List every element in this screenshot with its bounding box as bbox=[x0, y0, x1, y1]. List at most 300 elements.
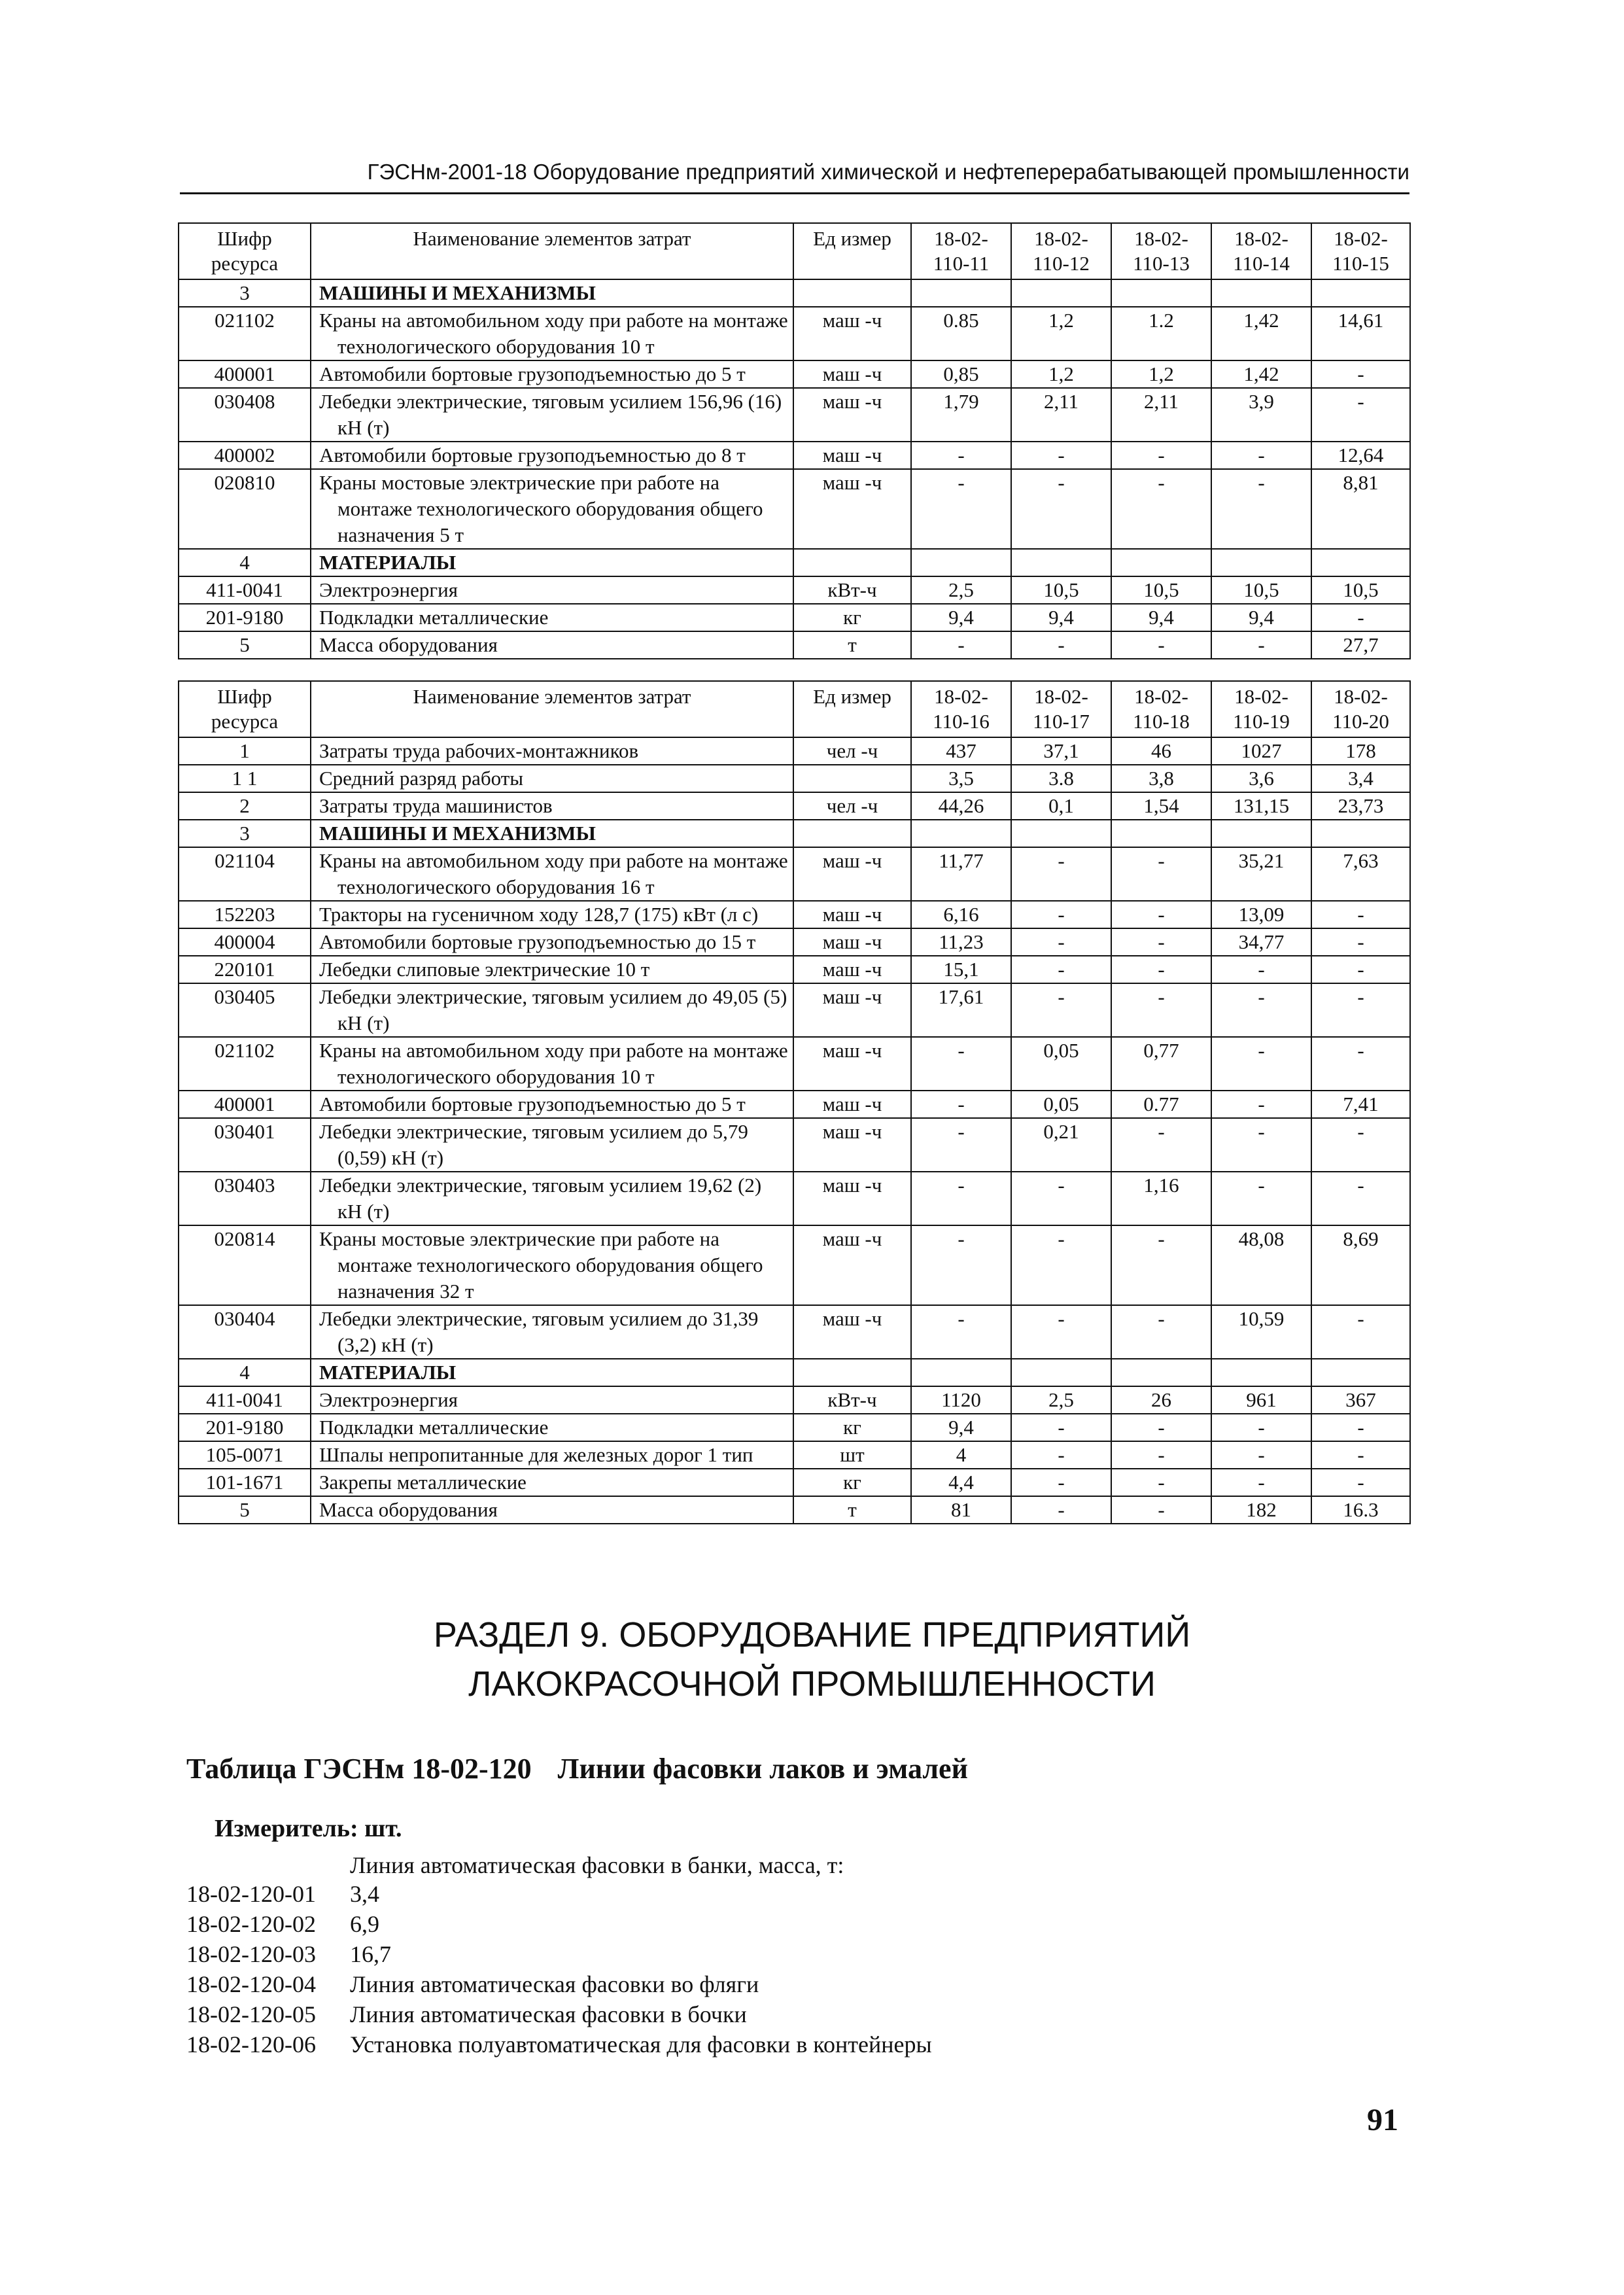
value-cell-5: - bbox=[1311, 928, 1410, 956]
unit-cell: кг bbox=[793, 604, 911, 631]
value-cell-2: 2,5 bbox=[1011, 1386, 1111, 1414]
header-name: Наименование элементов затрат bbox=[311, 223, 793, 279]
value-cell-1: - bbox=[911, 1037, 1011, 1091]
value-cell-4: 131,15 bbox=[1211, 792, 1311, 820]
item-code: 18-02-120-05 bbox=[186, 2001, 316, 2027]
cost-element-name-cell: Масса оборудования bbox=[311, 1496, 793, 1524]
item-code: 18-02-120-01 bbox=[186, 1881, 316, 1907]
table-row bbox=[179, 1305, 1410, 1359]
value-cell-1: - bbox=[911, 1091, 1011, 1118]
value-cell-2: 1,2 bbox=[1011, 360, 1111, 388]
cost-element-name-cell: Электроэнергия bbox=[311, 1386, 793, 1414]
value-cell-4: 10,59 bbox=[1211, 1305, 1311, 1359]
value-cell-2 bbox=[1011, 820, 1111, 847]
table-row bbox=[179, 631, 1410, 659]
unit-cell: маш -ч bbox=[793, 983, 911, 1037]
cost-element-name-cell: Автомобили бортовые грузоподъемностью до 8 т bbox=[311, 442, 793, 469]
table-row bbox=[179, 1172, 1410, 1225]
value-cell-5 bbox=[1311, 549, 1410, 576]
resource-code-cell: 4 bbox=[179, 549, 311, 576]
value-cell-4 bbox=[1211, 279, 1311, 307]
value-cell-5: - bbox=[1311, 388, 1410, 442]
value-cell-2: - bbox=[1011, 1305, 1111, 1359]
value-cell-3: - bbox=[1111, 901, 1211, 928]
value-cell-2: - bbox=[1011, 631, 1111, 659]
table-section-row bbox=[179, 279, 1410, 307]
value-cell-4: - bbox=[1211, 442, 1311, 469]
resource-code-cell: 220101 bbox=[179, 956, 311, 983]
value-cell-3: - bbox=[1111, 1414, 1211, 1441]
value-cell-2 bbox=[1011, 1359, 1111, 1386]
value-cell-5: - bbox=[1311, 604, 1410, 631]
value-cell-1: 1,79 bbox=[911, 388, 1011, 442]
value-cell-1: - bbox=[911, 1225, 1011, 1305]
value-cell-5: - bbox=[1311, 1414, 1410, 1441]
table-section-row bbox=[179, 820, 1410, 847]
unit-cell: чел -ч bbox=[793, 737, 911, 765]
value-cell-3: - bbox=[1111, 1496, 1211, 1524]
value-cell-1: 2,5 bbox=[911, 576, 1011, 604]
header-col-1: 18-02- 110-11 bbox=[911, 223, 1011, 279]
value-cell-1: 11,77 bbox=[911, 847, 1011, 901]
table-caption-number: Таблица ГЭСНм 18-02-120 bbox=[186, 1753, 532, 1785]
value-cell-2: - bbox=[1011, 901, 1111, 928]
unit-cell: маш -ч bbox=[793, 928, 911, 956]
unit-cell: кг bbox=[793, 1414, 911, 1441]
value-cell-4: 48,08 bbox=[1211, 1225, 1311, 1305]
value-cell-5: - bbox=[1311, 1441, 1410, 1469]
value-cell-3: 26 bbox=[1111, 1386, 1211, 1414]
value-cell-2: 0,21 bbox=[1011, 1118, 1111, 1172]
unit-cell: кг bbox=[793, 1469, 911, 1496]
table-caption-title: Линии фасовки лаков и эмалей bbox=[557, 1753, 968, 1785]
value-cell-2: - bbox=[1011, 442, 1111, 469]
unit-cell bbox=[793, 1359, 911, 1386]
cost-element-name-cell: Лебедки электрические, тяговым усилием до 5,79 (0,59) кН (т) bbox=[311, 1118, 793, 1172]
value-cell-3: 1,16 bbox=[1111, 1172, 1211, 1225]
unit-cell: кВт-ч bbox=[793, 576, 911, 604]
cost-element-name-cell: Автомобили бортовые грузоподъемностью до 15 т bbox=[311, 928, 793, 956]
resource-code-cell: 201-9180 bbox=[179, 604, 311, 631]
cost-element-name-cell: Лебедки электрические, тяговым усилием 19,62 (2) кН (т) bbox=[311, 1172, 793, 1225]
value-cell-2: 10,5 bbox=[1011, 576, 1111, 604]
table-row bbox=[179, 792, 1410, 820]
table-row bbox=[179, 1441, 1410, 1469]
resource-code-cell: 4 bbox=[179, 1359, 311, 1386]
value-cell-2: - bbox=[1011, 928, 1111, 956]
unit-cell: маш -ч bbox=[793, 1118, 911, 1172]
value-cell-2: - bbox=[1011, 1441, 1111, 1469]
value-cell-3: - bbox=[1111, 469, 1211, 549]
value-cell-5: 8,81 bbox=[1311, 469, 1410, 549]
table-row bbox=[179, 576, 1410, 604]
value-cell-1: - bbox=[911, 469, 1011, 549]
value-cell-3: 1,54 bbox=[1111, 792, 1211, 820]
list-item bbox=[186, 1999, 932, 2029]
value-cell-5: 178 bbox=[1311, 737, 1410, 765]
table-section-row bbox=[179, 1359, 1410, 1386]
value-cell-3: 10,5 bbox=[1111, 576, 1211, 604]
value-cell-4: 1,42 bbox=[1211, 360, 1311, 388]
value-cell-1: 3,5 bbox=[911, 765, 1011, 792]
value-cell-4: 35,21 bbox=[1211, 847, 1311, 901]
table-row bbox=[179, 1091, 1410, 1118]
unit-cell: маш -ч bbox=[793, 469, 911, 549]
value-cell-1 bbox=[911, 279, 1011, 307]
value-cell-5: - bbox=[1311, 983, 1410, 1037]
value-cell-2: 1,2 bbox=[1011, 307, 1111, 360]
header-code: Шифр ресурса bbox=[179, 681, 311, 737]
value-cell-2: 2,11 bbox=[1011, 388, 1111, 442]
value-cell-4: 3,9 bbox=[1211, 388, 1311, 442]
cost-element-name-cell: Лебедки электрические, тяговым усилием до 31,39 (3,2) кН (т) bbox=[311, 1305, 793, 1359]
value-cell-3 bbox=[1111, 1359, 1211, 1386]
header-col-4: 18-02- 110-14 bbox=[1211, 223, 1311, 279]
measurement-unit: Измеритель: шт. bbox=[215, 1815, 402, 1842]
cost-element-name-cell: Закрепы металлические bbox=[311, 1469, 793, 1496]
value-cell-3: 1.2 bbox=[1111, 307, 1211, 360]
table-section-row bbox=[179, 549, 1410, 576]
value-cell-5: 10,5 bbox=[1311, 576, 1410, 604]
value-cell-5: - bbox=[1311, 1305, 1410, 1359]
value-cell-3: - bbox=[1111, 631, 1211, 659]
cost-element-name-cell: Электроэнергия bbox=[311, 576, 793, 604]
header-rule bbox=[180, 192, 1409, 194]
value-cell-5: - bbox=[1311, 1037, 1410, 1091]
unit-cell bbox=[793, 549, 911, 576]
table-row bbox=[179, 1225, 1410, 1305]
table-row bbox=[179, 442, 1410, 469]
cost-element-name-cell: Краны на автомобильном ходу при работе на монтаже технологического оборудования 16 т bbox=[311, 847, 793, 901]
resource-code-cell: 101-1671 bbox=[179, 1469, 311, 1496]
value-cell-5: 367 bbox=[1311, 1386, 1410, 1414]
value-cell-1: 1120 bbox=[911, 1386, 1011, 1414]
resource-code-cell: 021104 bbox=[179, 847, 311, 901]
value-cell-2: - bbox=[1011, 469, 1111, 549]
value-cell-4: 961 bbox=[1211, 1386, 1311, 1414]
value-cell-5 bbox=[1311, 1359, 1410, 1386]
value-cell-4: - bbox=[1211, 1414, 1311, 1441]
resource-code-cell: 400001 bbox=[179, 1091, 311, 1118]
value-cell-2: 0,05 bbox=[1011, 1037, 1111, 1091]
cost-element-name-cell: Подкладки металлические bbox=[311, 1414, 793, 1441]
item-text: Линия автоматическая фасовки во фляги bbox=[350, 1971, 759, 1997]
item-text: Линия автоматическая фасовки в бочки bbox=[350, 2001, 747, 2027]
unit-cell bbox=[793, 765, 911, 792]
resource-code-cell: 105-0071 bbox=[179, 1441, 311, 1469]
value-cell-5 bbox=[1311, 279, 1410, 307]
resource-code-cell: 021102 bbox=[179, 1037, 311, 1091]
value-cell-1: - bbox=[911, 1172, 1011, 1225]
value-cell-1: 81 bbox=[911, 1496, 1011, 1524]
unit-cell: маш -ч bbox=[793, 1225, 911, 1305]
resource-code-cell: 3 bbox=[179, 279, 311, 307]
item-text: 16,7 bbox=[350, 1941, 391, 1967]
value-cell-2: - bbox=[1011, 1172, 1111, 1225]
value-cell-2: - bbox=[1011, 847, 1111, 901]
cost-element-name-cell: Автомобили бортовые грузоподъемностью до 5 т bbox=[311, 1091, 793, 1118]
table-caption bbox=[186, 1752, 968, 1785]
value-cell-2 bbox=[1011, 279, 1111, 307]
item-code: 18-02-120-02 bbox=[186, 1911, 316, 1937]
resource-code-cell: 5 bbox=[179, 631, 311, 659]
resource-code-cell: 411-0041 bbox=[179, 1386, 311, 1414]
unit-cell: маш -ч bbox=[793, 1172, 911, 1225]
norm-item-list bbox=[186, 1879, 932, 2059]
item-text: 6,9 bbox=[350, 1911, 379, 1937]
header-col-2: 18-02- 110-17 bbox=[1011, 681, 1111, 737]
value-cell-4: 1027 bbox=[1211, 737, 1311, 765]
value-cell-5: 23,73 bbox=[1311, 792, 1410, 820]
table-row bbox=[179, 956, 1410, 983]
table-row bbox=[179, 388, 1410, 442]
lead-text: Линия автоматическая фасовки в банки, масса, т: bbox=[350, 1852, 844, 1878]
item-text: 3,4 bbox=[350, 1881, 379, 1907]
resource-code-cell: 152203 bbox=[179, 901, 311, 928]
value-cell-1: - bbox=[911, 631, 1011, 659]
resource-code-cell: 020814 bbox=[179, 1225, 311, 1305]
table-row bbox=[179, 901, 1410, 928]
value-cell-3: - bbox=[1111, 1118, 1211, 1172]
value-cell-4: 182 bbox=[1211, 1496, 1311, 1524]
value-cell-4 bbox=[1211, 1359, 1311, 1386]
resource-code-cell: 400004 bbox=[179, 928, 311, 956]
value-cell-4: - bbox=[1211, 1469, 1311, 1496]
value-cell-5: 7,41 bbox=[1311, 1091, 1410, 1118]
resource-code-cell: 021102 bbox=[179, 307, 311, 360]
value-cell-4: - bbox=[1211, 1091, 1311, 1118]
item-code: 18-02-120-06 bbox=[186, 2031, 316, 2058]
header-col-4: 18-02- 110-19 bbox=[1211, 681, 1311, 737]
table-row bbox=[179, 604, 1410, 631]
resource-code-cell: 3 bbox=[179, 820, 311, 847]
resource-code-cell: 400001 bbox=[179, 360, 311, 388]
resource-code-cell: 020810 bbox=[179, 469, 311, 549]
value-cell-5 bbox=[1311, 820, 1410, 847]
value-cell-4: 34,77 bbox=[1211, 928, 1311, 956]
value-cell-1: 15,1 bbox=[911, 956, 1011, 983]
value-cell-1: 0,85 bbox=[911, 360, 1011, 388]
value-cell-3: - bbox=[1111, 956, 1211, 983]
header-col-3: 18-02- 110-18 bbox=[1111, 681, 1211, 737]
item-code: 18-02-120-04 bbox=[186, 1971, 316, 1997]
value-cell-5: 3,4 bbox=[1311, 765, 1410, 792]
resource-code-cell: 030401 bbox=[179, 1118, 311, 1172]
value-cell-3 bbox=[1111, 549, 1211, 576]
cost-element-name-cell: МАТЕРИАЛЫ bbox=[311, 1359, 793, 1386]
value-cell-3: 0.77 bbox=[1111, 1091, 1211, 1118]
value-cell-3: - bbox=[1111, 1441, 1211, 1469]
cost-element-name-cell: МАТЕРИАЛЫ bbox=[311, 549, 793, 576]
value-cell-5: - bbox=[1311, 360, 1410, 388]
table-row bbox=[179, 469, 1410, 549]
value-cell-4: 3,6 bbox=[1211, 765, 1311, 792]
value-cell-4: 9,4 bbox=[1211, 604, 1311, 631]
table-row bbox=[179, 1469, 1410, 1496]
value-cell-5: - bbox=[1311, 901, 1410, 928]
resource-code-cell: 2 bbox=[179, 792, 311, 820]
value-cell-1: 44,26 bbox=[911, 792, 1011, 820]
value-cell-3: - bbox=[1111, 442, 1211, 469]
unit-cell: маш -ч bbox=[793, 307, 911, 360]
value-cell-4: 10,5 bbox=[1211, 576, 1311, 604]
value-cell-2: - bbox=[1011, 1225, 1111, 1305]
table-header-row bbox=[179, 223, 1410, 279]
value-cell-3: - bbox=[1111, 1305, 1211, 1359]
value-cell-3: - bbox=[1111, 847, 1211, 901]
unit-cell: маш -ч bbox=[793, 1305, 911, 1359]
value-cell-1: 437 bbox=[911, 737, 1011, 765]
table-row bbox=[179, 737, 1410, 765]
table-row bbox=[179, 1414, 1410, 1441]
unit-cell: маш -ч bbox=[793, 388, 911, 442]
unit-cell: маш -ч bbox=[793, 956, 911, 983]
value-cell-1: 9,4 bbox=[911, 1414, 1011, 1441]
value-cell-3 bbox=[1111, 279, 1211, 307]
unit-cell bbox=[793, 279, 911, 307]
resource-code-cell: 400002 bbox=[179, 442, 311, 469]
resource-table-110-11-15 bbox=[178, 222, 1411, 659]
unit-cell bbox=[793, 820, 911, 847]
cost-element-name-cell: Краны мостовые электрические при работе на монтаже технологического оборудования общего назначения 5 т bbox=[311, 469, 793, 549]
value-cell-1: 4 bbox=[911, 1441, 1011, 1469]
list-item bbox=[186, 1879, 932, 1909]
cost-element-name-cell: Автомобили бортовые грузоподъемностью до 5 т bbox=[311, 360, 793, 388]
item-text: Установка полуавтоматическая для фасовки в контейнеры bbox=[350, 2031, 932, 2058]
value-cell-5: 12,64 bbox=[1311, 442, 1410, 469]
value-cell-3: - bbox=[1111, 1225, 1211, 1305]
value-cell-1 bbox=[911, 549, 1011, 576]
unit-cell: маш -ч bbox=[793, 1037, 911, 1091]
value-cell-3: - bbox=[1111, 928, 1211, 956]
cost-element-name-cell: МАШИНЫ И МЕХАНИЗМЫ bbox=[311, 279, 793, 307]
resource-code-cell: 5 bbox=[179, 1496, 311, 1524]
cost-element-name-cell: Затраты труда машинистов bbox=[311, 792, 793, 820]
resource-code-cell: 201-9180 bbox=[179, 1414, 311, 1441]
table-row bbox=[179, 360, 1410, 388]
value-cell-3: - bbox=[1111, 1469, 1211, 1496]
unit-cell: маш -ч bbox=[793, 442, 911, 469]
cost-element-name-cell: Подкладки металлические bbox=[311, 604, 793, 631]
cost-element-name-cell: Лебедки электрические, тяговым усилием до 49,05 (5) кН (т) bbox=[311, 983, 793, 1037]
header-code: Шифр ресурса bbox=[179, 223, 311, 279]
value-cell-3: 1,2 bbox=[1111, 360, 1211, 388]
value-cell-5: 7,63 bbox=[1311, 847, 1410, 901]
resource-code-cell: 030408 bbox=[179, 388, 311, 442]
item-code: 18-02-120-03 bbox=[186, 1941, 316, 1967]
value-cell-4: - bbox=[1211, 1441, 1311, 1469]
cost-element-name-cell: Затраты труда рабочих-монтажников bbox=[311, 737, 793, 765]
value-cell-4 bbox=[1211, 549, 1311, 576]
value-cell-5: - bbox=[1311, 1172, 1410, 1225]
cost-element-name-cell: Средний разряд работы bbox=[311, 765, 793, 792]
value-cell-5: 16.3 bbox=[1311, 1496, 1410, 1524]
running-header: ГЭСНм-2001-18 Оборудование предприятий химической и нефтеперерабатывающей промышленности bbox=[367, 160, 1409, 184]
cost-element-name-cell: Краны мостовые электрические при работе на монтаже технологического оборудования общего назначения 32 т bbox=[311, 1225, 793, 1305]
table-row bbox=[179, 1037, 1410, 1091]
unit-cell: т bbox=[793, 1496, 911, 1524]
value-cell-2: - bbox=[1011, 983, 1111, 1037]
value-cell-4: - bbox=[1211, 1118, 1311, 1172]
value-cell-2: 3.8 bbox=[1011, 765, 1111, 792]
value-cell-1 bbox=[911, 820, 1011, 847]
header-col-2: 18-02- 110-12 bbox=[1011, 223, 1111, 279]
cost-element-name-cell: Шпалы непропитанные для железных дорог 1 тип bbox=[311, 1441, 793, 1469]
value-cell-1: 4,4 bbox=[911, 1469, 1011, 1496]
cost-element-name-cell: Лебедки слиповые электрические 10 т bbox=[311, 956, 793, 983]
cost-element-name-cell: МАШИНЫ И МЕХАНИЗМЫ bbox=[311, 820, 793, 847]
value-cell-3: 3,8 bbox=[1111, 765, 1211, 792]
value-cell-2: 37,1 bbox=[1011, 737, 1111, 765]
value-cell-4 bbox=[1211, 820, 1311, 847]
value-cell-4: - bbox=[1211, 631, 1311, 659]
value-cell-4: 13,09 bbox=[1211, 901, 1311, 928]
list-item bbox=[186, 1969, 932, 1999]
value-cell-3: - bbox=[1111, 983, 1211, 1037]
unit-cell: маш -ч bbox=[793, 901, 911, 928]
table-row bbox=[179, 928, 1410, 956]
unit-cell: маш -ч bbox=[793, 1091, 911, 1118]
value-cell-2: - bbox=[1011, 1414, 1111, 1441]
table-row bbox=[179, 847, 1410, 901]
header-col-5: 18-02- 110-20 bbox=[1311, 681, 1410, 737]
table-header-row bbox=[179, 681, 1410, 737]
value-cell-1: - bbox=[911, 442, 1011, 469]
value-cell-2: 9,4 bbox=[1011, 604, 1111, 631]
resource-code-cell: 1 1 bbox=[179, 765, 311, 792]
cost-element-name-cell: Краны на автомобильном ходу при работе на монтаже технологического оборудования 10 т bbox=[311, 1037, 793, 1091]
unit-cell: кВт-ч bbox=[793, 1386, 911, 1414]
page-number: 91 bbox=[1367, 2103, 1398, 2137]
resource-code-cell: 030405 bbox=[179, 983, 311, 1037]
value-cell-3: 9,4 bbox=[1111, 604, 1211, 631]
value-cell-2: - bbox=[1011, 956, 1111, 983]
value-cell-4: - bbox=[1211, 956, 1311, 983]
cost-element-name-cell: Краны на автомобильном ходу при работе на монтаже технологического оборудования 10 т bbox=[311, 307, 793, 360]
value-cell-5: 27,7 bbox=[1311, 631, 1410, 659]
value-cell-3: 2,11 bbox=[1111, 388, 1211, 442]
resource-table-110-16-20 bbox=[178, 680, 1411, 1524]
value-cell-3: 46 bbox=[1111, 737, 1211, 765]
value-cell-1: - bbox=[911, 1305, 1011, 1359]
header-col-5: 18-02- 110-15 bbox=[1311, 223, 1410, 279]
value-cell-4: - bbox=[1211, 1037, 1311, 1091]
value-cell-1: - bbox=[911, 1118, 1011, 1172]
value-cell-4: - bbox=[1211, 983, 1311, 1037]
table-row bbox=[179, 307, 1410, 360]
header-col-3: 18-02- 110-13 bbox=[1111, 223, 1211, 279]
value-cell-4: 1,42 bbox=[1211, 307, 1311, 360]
value-cell-1: 9,4 bbox=[911, 604, 1011, 631]
cost-element-name-cell: Масса оборудования bbox=[311, 631, 793, 659]
list-item bbox=[186, 1909, 932, 1939]
value-cell-3: 0,77 bbox=[1111, 1037, 1211, 1091]
value-cell-1: 0.85 bbox=[911, 307, 1011, 360]
value-cell-2: - bbox=[1011, 1496, 1111, 1524]
cost-element-name-cell: Лебедки электрические, тяговым усилием 156,96 (16) кН (т) bbox=[311, 388, 793, 442]
value-cell-5: - bbox=[1311, 1469, 1410, 1496]
value-cell-2 bbox=[1011, 549, 1111, 576]
table-row bbox=[179, 1496, 1410, 1524]
value-cell-2: 0,1 bbox=[1011, 792, 1111, 820]
table-row bbox=[179, 983, 1410, 1037]
table-row bbox=[179, 765, 1410, 792]
value-cell-4: - bbox=[1211, 469, 1311, 549]
value-cell-5: - bbox=[1311, 956, 1410, 983]
list-item bbox=[186, 2029, 932, 2059]
unit-cell: т bbox=[793, 631, 911, 659]
value-cell-4: - bbox=[1211, 1172, 1311, 1225]
